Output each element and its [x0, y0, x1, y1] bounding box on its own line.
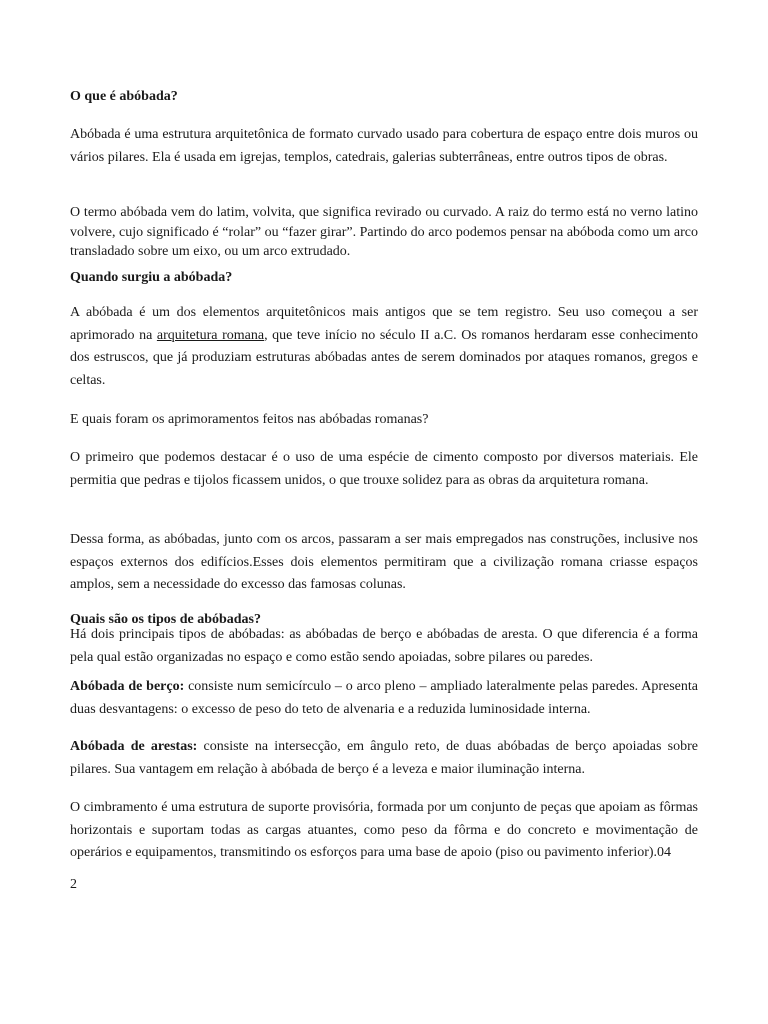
- paragraph-improvements-question: E quais foram os aprimoramentos feitos nas abóbadas romanas?: [70, 412, 429, 427]
- page-number: 2: [70, 877, 77, 892]
- paragraph-origin-text-start: A abóbada é um dos elementos arquitetônicos mais antigos que se tem registro. Seu uso começou a ser aprimorado na: [70, 305, 698, 343]
- paragraph-etymology: O termo abóbada vem do latim, volvita, que significa revirado ou curvado. A raiz do termo está no verno latino volvere, cujo significado é “rolar” ou “fazer girar”. Partindo do arco podemos pensar na abóboda como um arco transladado sobre um eixo, ou um arco extrudado.: [70, 205, 698, 259]
- paragraph-origin: [70, 302, 698, 392]
- paragraph-cement: O primeiro que podemos destacar é o uso de uma espécie de cimento composto por diversos materiais. Ele permitia que pedras e tijolos ficassem unidos, o que trouxe solidez para as obras da arquitetura romana.: [70, 450, 698, 488]
- term-groin-vault: Abóbada de arestas:: [70, 739, 198, 754]
- heading-origin: Quando surgiu a abóbada?: [70, 270, 233, 285]
- groin-vault-description: consiste na intersecção, em ângulo reto, de duas abóbadas de berço apoiadas sobre pilares. Sua vantagem em relação à abóbada de berço é a leveza e maior iluminação interna.: [70, 739, 698, 777]
- heading-types: Quais são os tipos de abóbadas?: [70, 612, 262, 627]
- paragraph-definition: Abóbada é uma estrutura arquitetônica de formato curvado usado para cobertura de espaço entre dois muros ou vários pilares. Ela é usada em igrejas, templos, catedrais, galerias subterrâneas, entre outros tipos de obras.: [70, 127, 698, 165]
- barrel-vault-description: consiste num semicírculo – o arco pleno – ampliado lateralmente pelas paredes. Apresenta duas desvantagens: o excesso de peso do teto de alvenaria e a reduzida luminosidade interna.: [70, 679, 698, 717]
- heading-what-is-vault: O que é abóbada?: [70, 89, 178, 104]
- paragraph-origin-text-end: , que teve início no século II a.C. Os romanos herdaram esse conhecimento dos estruscos, que já produziam estruturas abóbadas antes de serem dominados por ataques romanos, gregos e celtas.: [70, 327, 698, 388]
- paragraph-arches: Dessa forma, as abóbadas, junto com os arcos, passaram a ser mais empregados nas construções, inclusive nos espaços externos dos edifícios.Esses dois elementos permitiram que a civilização romana criasse espaços amplos, sem a necessidade do excesso das famosas colunas.: [70, 532, 698, 592]
- term-barrel-vault: Abóbada de berço:: [70, 679, 185, 694]
- document-page: [70, 0, 698, 1024]
- paragraph-shoring: O cimbramento é uma estrutura de suporte provisória, formada por um conjunto de peças que apoiam as fôrmas horizontais e suportam todas as cargas atuantes, como peso da fôrma e do concreto e movimentação de operários e equipamentos, transmitindo os esforços para uma base de apoio (piso ou pavimento inferior).04: [70, 800, 698, 860]
- paragraph-barrel-vault: [70, 676, 698, 721]
- link-arquitetura-romana[interactable]: arquitetura romana: [156, 327, 265, 343]
- paragraph-groin-vault: [70, 736, 698, 781]
- paragraph-types: Há dois principais tipos de abóbadas: as abóbadas de berço e abóbadas de aresta. O que diferencia é a forma pela qual estão organizadas no espaço e como estão sendo apoiadas, sobre pilares ou paredes.: [70, 627, 698, 665]
